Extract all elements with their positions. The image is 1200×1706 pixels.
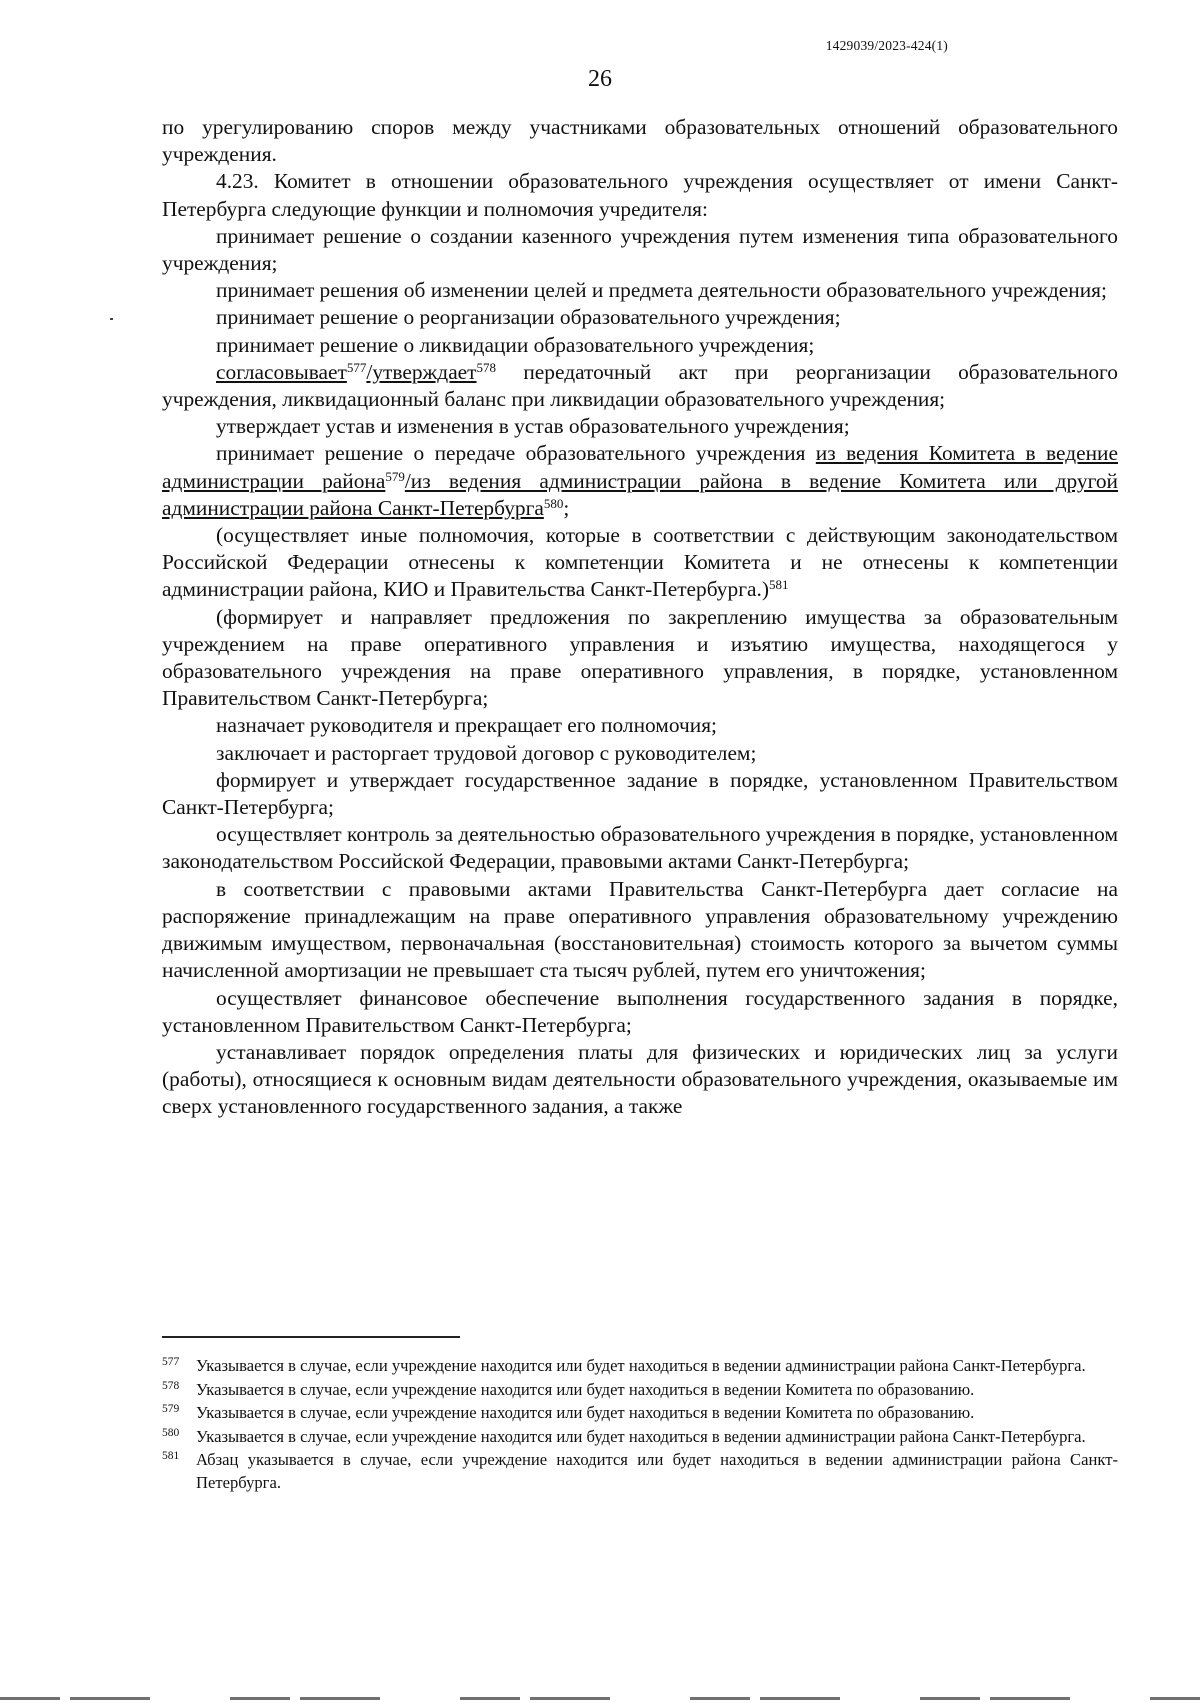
underlined-text: /утверждает xyxy=(366,359,477,384)
footnote-text: Указывается в случае, если учреждение находится или будет находиться в ведении Комитета по образованию. xyxy=(196,1379,975,1399)
paragraph-text: ; xyxy=(563,495,570,520)
footnote-ref: 581 xyxy=(768,577,789,593)
page-number: 26 xyxy=(588,66,612,92)
underlined-text: согласовывает xyxy=(216,359,347,384)
underlined-text: /из ведения администрации района в ведение Комитета или другой администрации района Санкт-Петербурга xyxy=(162,468,1118,520)
document-number: 1429039/2023-424(1) xyxy=(825,38,948,53)
scan-edge-artifact xyxy=(0,1697,1200,1700)
paragraph: в соответствии с правовыми актами Правительства Санкт-Петербурга дает согласие на распоряжение принадлежащим на праве оперативного управления образовательному учреждению движимым имуществом, первоначальная (восстановительная) стоимость которого за вычетом суммы начисленной амортизации не превышает ста тысяч рублей, путем его уничтожения; xyxy=(162,876,1118,983)
footnote-number: 580 xyxy=(162,1426,180,1439)
paragraph: 4.23. Комитет в отношении образовательного учреждения осуществляет от имени Санкт-Петербурга следующие функции и полномочия учредителя: xyxy=(162,169,1118,221)
paragraph xyxy=(162,522,1118,604)
footnote xyxy=(162,1379,1118,1402)
paragraph-text: принимает решение о передаче образовательного учреждения xyxy=(216,441,816,466)
underlined-text: из ведения Комитета в ведение администрации района xyxy=(162,441,1118,493)
paragraph-text: передаточный акт при реорганизации образовательного учреждения, ликвидационный баланс при ликвидации образовательного учреждения; xyxy=(162,359,1118,412)
footnote-ref: 579 xyxy=(385,468,405,484)
paragraph: по урегулированию споров между участниками образовательных отношений образовательного учреждения. xyxy=(162,115,1118,167)
paragraph: (формирует и направляет предложения по закреплению имущества за образовательным учреждением на праве оперативного управления и изъятию имущества, находящегося у образовательного учреждения на праве оперативного управления, в порядке, установленном Правительством Санкт-Петербурга; xyxy=(162,604,1118,711)
paragraph: формирует и утверждает государственное задание в порядке, установленном Правительством Санкт-Петербурга; xyxy=(162,767,1118,820)
footnote-ref: 578 xyxy=(476,359,497,375)
paragraph: устанавливает порядок определения платы для физических и юридических лиц за услуги (работы), относящиеся к основным видам деятельности образовательного учреждения, оказываемые им сверх установленного государственного задания, а также xyxy=(162,1039,1118,1119)
footnote-ref: 577 xyxy=(346,359,367,375)
paragraph xyxy=(162,359,1118,413)
paragraph: осуществляет контроль за деятельностью образовательного учреждения в порядке, установленном законодательством Российской Федерации, правовыми актами Санкт-Петербурга; xyxy=(162,822,1118,874)
footnote-divider xyxy=(162,1336,460,1338)
footnote-number: 578 xyxy=(162,1379,180,1392)
paragraph: принимает решения об изменении целей и предмета деятельности образовательного учреждения; xyxy=(216,278,1107,303)
footnotes xyxy=(162,1355,1118,1496)
document-body xyxy=(162,114,1118,1121)
footnote-number: 579 xyxy=(162,1403,180,1416)
paragraph: принимает решение о создании казенного учреждения путем изменения типа образовательного учреждения; xyxy=(162,223,1118,276)
paragraph: осуществляет финансовое обеспечение выполнения государственного задания в порядке, установленном Правительством Санкт-Петербурга; xyxy=(162,985,1118,1037)
footnote-ref: 580 xyxy=(543,495,564,511)
paragraph: утверждает устав и изменения в устав образовательного учреждения; xyxy=(216,414,850,439)
paragraph-text: (осуществляет иные полномочия, которые в соответствии с действующим законодательством Российской Федерации отнесены к компетенции Комитета и не отнесены к компетенции администрации района, КИО и Правительства Санкт-Петербурга.) xyxy=(162,523,1118,602)
scan-artifact xyxy=(110,318,113,320)
footnote xyxy=(162,1355,1118,1378)
footnote-number: 581 xyxy=(162,1450,180,1463)
paragraph: принимает решение о реорганизации образовательного учреждения; xyxy=(216,305,841,330)
footnote xyxy=(162,1449,1118,1494)
paragraph: заключает и расторгает трудовой договор с руководителем; xyxy=(216,740,757,765)
footnote-number: 577 xyxy=(162,1356,180,1368)
footnote-text: Указывается в случае, если учреждение находится или будет находиться в ведении Комитета по образованию. xyxy=(196,1403,975,1423)
footnote-text: Абзац указывается в случае, если учреждение находится или будет находиться в ведении администрации района Санкт-Петербурга. xyxy=(196,1450,1118,1492)
paragraph: принимает решение о ликвидации образовательного учреждения; xyxy=(216,332,815,357)
footnote xyxy=(162,1402,1118,1425)
footnote-text: Указывается в случае, если учреждение находится или будет находиться в ведении администрации района Санкт-Петербурга. xyxy=(196,1356,1086,1375)
paragraph: назначает руководителя и прекращает его полномочия; xyxy=(216,713,717,738)
footnote xyxy=(162,1426,1118,1449)
paragraph xyxy=(162,440,1118,522)
footnote-text: Указывается в случае, если учреждение находится или будет находиться в ведении администрации района Санкт-Петербурга. xyxy=(196,1426,1086,1446)
